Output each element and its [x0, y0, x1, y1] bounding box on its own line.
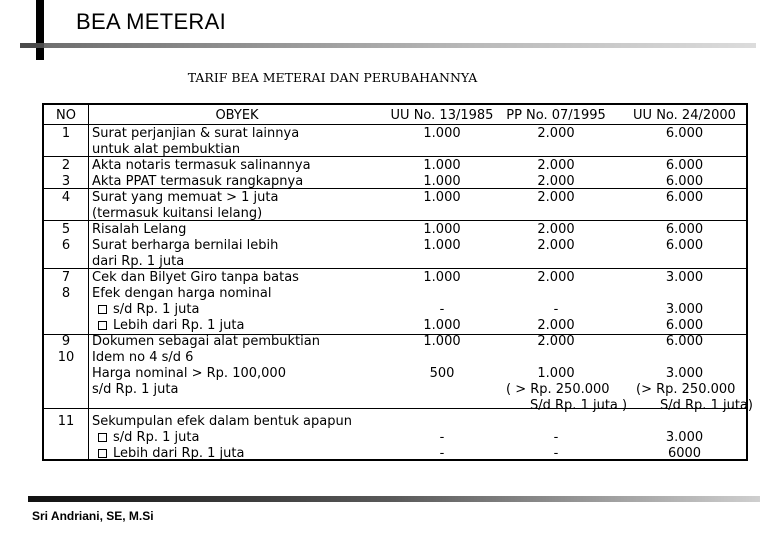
- row-11-sub-2: [92, 446, 244, 462]
- row-8-sub-1-label: s/d Rp. 1 juta: [113, 302, 200, 317]
- row-9-obyek: Dokumen sebagai alat pembuktian: [92, 334, 320, 349]
- table-caption: TARIF BEA METERAI DAN PERUBAHANNYA: [187, 70, 478, 85]
- row-8-sub-1-value-a: -: [439, 302, 445, 317]
- row-3-obyek: Akta PPAT termasuk rangkapnya: [92, 174, 304, 189]
- row-11-sub-2-value-b: -: [553, 446, 559, 461]
- row-5-value-a: 1.000: [423, 222, 461, 237]
- checkbox-bullet-icon: [98, 433, 107, 442]
- row-2-obyek: Akta notaris termasuk salinannya: [92, 158, 311, 173]
- row-4-obyek-line1: Surat yang memuat > 1 juta: [92, 190, 279, 205]
- row-10-note-b-line2: S/d Rp. 1 juta ): [530, 398, 628, 413]
- header-divider: [44, 124, 746, 125]
- row-9-value-c: 6.000: [665, 334, 704, 349]
- title-underline-bar: [44, 43, 756, 48]
- row-9-no: 9: [61, 334, 71, 349]
- row-10-no: 10: [57, 350, 75, 365]
- row-8-sub-2: [92, 318, 244, 334]
- row-10-note-c-line1: (> Rp. 250.000: [636, 382, 736, 397]
- row-10-value-b: 1.000: [537, 366, 575, 381]
- row-5-value-c: 6.000: [665, 222, 704, 237]
- row-4-value-a: 1.000: [423, 190, 461, 205]
- row-11-sub-2-label: Lebih dari Rp. 1 juta: [113, 446, 245, 461]
- header-obyek: OBYEK: [215, 108, 259, 123]
- row-10-obyek-line3: s/d Rp. 1 juta: [92, 382, 179, 397]
- row-5-value-b: 2.000: [537, 222, 575, 237]
- row-11-sub-1-label: s/d Rp. 1 juta: [113, 430, 200, 445]
- row-9-value-a: 1.000: [423, 334, 461, 349]
- row-2-value-b: 2.000: [537, 158, 575, 173]
- row-11-sub-1-value-b: -: [553, 430, 559, 445]
- title-accent-vertical-bar: [36, 0, 44, 60]
- row-4-value-c: 6.000: [665, 190, 704, 205]
- checkbox-bullet-icon: [98, 449, 107, 458]
- row-3-value-a: 1.000: [423, 174, 461, 189]
- row-10-obyek-line2: Harga nominal > Rp. 100,000: [92, 366, 286, 381]
- row-10-obyek-line1: Idem no 4 s/d 6: [92, 350, 194, 365]
- row-3-value-c: 6.000: [665, 174, 704, 189]
- row-4-obyek-line2: (termasuk kuitansi lelang): [92, 206, 263, 221]
- column-divider: [88, 105, 89, 459]
- row-11-sub-2-value-c: 6000: [667, 446, 702, 461]
- row-divider: [44, 408, 746, 409]
- row-6-value-c: 6.000: [665, 238, 704, 253]
- row-1-no: 1: [61, 126, 71, 141]
- header-pp-07-1995: PP No. 07/1995: [506, 108, 606, 123]
- row-7-obyek: Cek dan Bilyet Giro tanpa batas: [92, 270, 299, 285]
- header-uu-13-1985: UU No. 13/1985: [390, 108, 494, 123]
- row-6-value-b: 2.000: [537, 238, 575, 253]
- row-11-sub-1: [92, 430, 199, 446]
- row-7-no: 7: [61, 270, 71, 285]
- row-8-sub-2-value-b: 2.000: [537, 318, 575, 333]
- row-1-value-b: 2.000: [537, 126, 575, 141]
- row-7-value-a: 1.000: [423, 270, 461, 285]
- row-8-no: 8: [61, 286, 71, 301]
- row-5-obyek: Risalah Lelang: [92, 222, 187, 237]
- row-8-sub-1-value-c: 3.000: [665, 302, 704, 317]
- row-10-note-c-line2: S/d Rp. 1 juta): [660, 398, 753, 413]
- row-4-no: 4: [61, 190, 71, 205]
- tariff-table: [42, 103, 753, 461]
- row-2-value-c: 6.000: [665, 158, 704, 173]
- row-9-value-b: 2.000: [537, 334, 575, 349]
- row-6-value-a: 1.000: [423, 238, 461, 253]
- row-6-obyek-line2: dari Rp. 1 juta: [92, 254, 185, 269]
- row-3-no: 3: [61, 174, 71, 189]
- row-11-obyek: Sekumpulan efek dalam bentuk apapun: [92, 414, 352, 429]
- author-name: Sri Andriani, SE, M.Si: [32, 509, 154, 523]
- header-uu-24-2000: UU No. 24/2000: [633, 108, 736, 123]
- row-8-sub-2-label: Lebih dari Rp. 1 juta: [113, 318, 245, 333]
- slide-title: BEA METERAI: [76, 9, 227, 34]
- row-5-no: 5: [61, 222, 71, 237]
- row-8-sub-2-value-c: 6.000: [665, 318, 704, 333]
- row-11-sub-1-value-c: 3.000: [665, 430, 704, 445]
- row-11-sub-1-value-a: -: [439, 430, 445, 445]
- row-10-note-b-line1: ( > Rp. 250.000: [506, 382, 610, 397]
- row-3-value-b: 2.000: [537, 174, 575, 189]
- header-no: NO: [56, 108, 76, 123]
- row-8-sub-2-value-a: 1.000: [423, 318, 461, 333]
- row-1-value-a: 1.000: [423, 126, 461, 141]
- row-1-obyek-line1: Surat perjanjian & surat lainnya: [92, 126, 300, 141]
- row-10-value-a: 500: [429, 366, 455, 381]
- row-6-no: 6: [61, 238, 71, 253]
- row-6-obyek-line1: Surat berharga bernilai lebih: [92, 238, 279, 253]
- row-8-sub-1-value-b: -: [553, 302, 559, 317]
- row-11-sub-2-value-a: -: [439, 446, 445, 461]
- checkbox-bullet-icon: [98, 321, 107, 330]
- title-accent-bar-left: [20, 43, 44, 48]
- row-7-value-c: 3.000: [665, 270, 704, 285]
- row-8-sub-1: [92, 302, 199, 318]
- row-2-no: 2: [61, 158, 71, 173]
- row-11-no: 11: [57, 414, 75, 429]
- row-10-value-c: 3.000: [665, 366, 704, 381]
- row-1-value-c: 6.000: [665, 126, 704, 141]
- row-8-obyek: Efek dengan harga nominal: [92, 286, 272, 301]
- footer-bar: [28, 496, 760, 502]
- row-1-obyek-line2: untuk alat pembuktian: [92, 142, 241, 157]
- row-4-value-b: 2.000: [537, 190, 575, 205]
- checkbox-bullet-icon: [98, 305, 107, 314]
- row-2-value-a: 1.000: [423, 158, 461, 173]
- row-7-value-b: 2.000: [537, 270, 575, 285]
